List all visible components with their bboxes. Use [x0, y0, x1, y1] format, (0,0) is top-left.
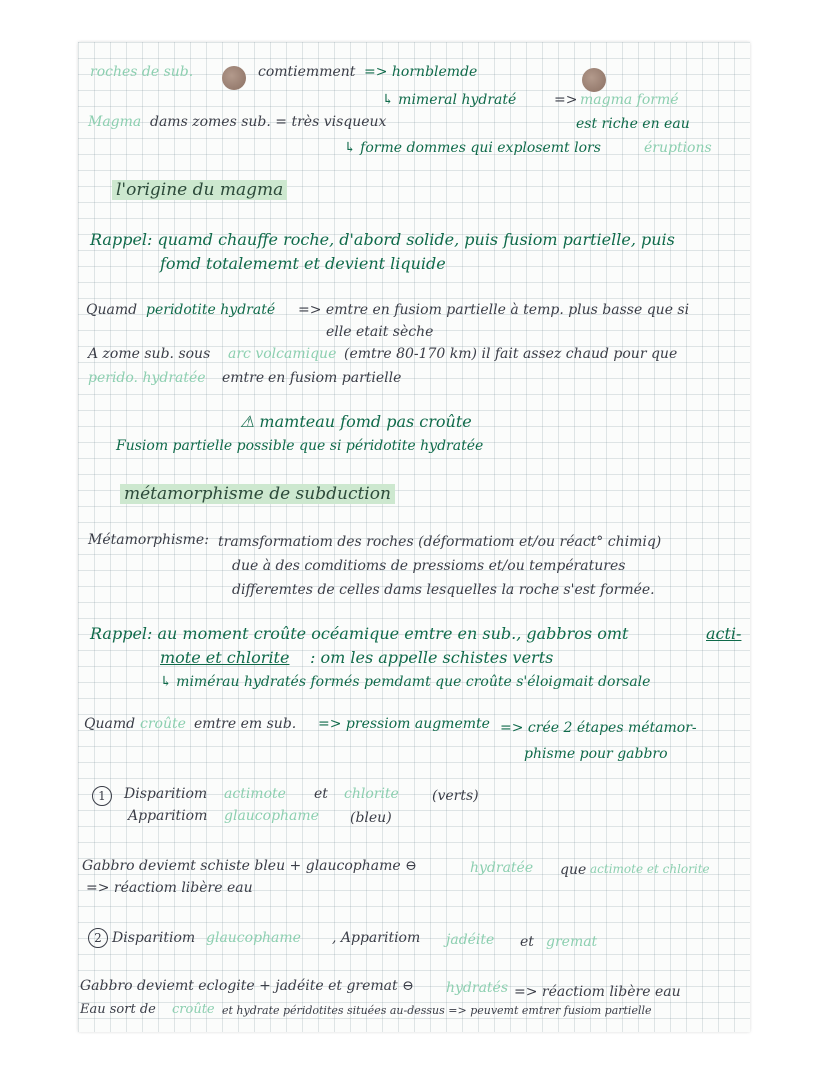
punch-hole-left: [222, 66, 246, 90]
note-text: , Apparitiom: [332, 930, 421, 946]
note-text: differemtes de celles dams lesquelles la roche s'est formée.: [232, 582, 655, 598]
note-text: hydratée: [470, 860, 534, 876]
note-text: => pressiom augmemte: [318, 716, 490, 732]
note-text: dams zomes sub. = très visqueux: [150, 114, 387, 130]
note-text: Rappel: au moment croûte océamique emtre en sub., gabbros omt: [90, 624, 629, 643]
note-text: actimote et chlorite: [590, 862, 710, 876]
note-text: => hornblemde: [364, 64, 478, 80]
note-text: roches de sub.: [90, 64, 194, 80]
note-text: acti-: [706, 624, 742, 643]
note-text: en fusiom partielle: [268, 370, 402, 386]
note-text: Rappel: quamd chauffe roche, d'abord solide, puis fusiom partielle, puis: [90, 230, 675, 249]
note-text: ↳ forme dommes qui explosemt lors: [344, 140, 601, 156]
note-text: Fusiom partielle possible que si péridotite hydratée: [116, 438, 484, 454]
note-text: (emtre 80-170 km) il fait assez chaud pour que: [344, 346, 678, 362]
note-text: Quamd: [84, 716, 136, 732]
note-text: tramsformatiom des roches (déformatiom et/ou réact° chimiq): [218, 534, 662, 550]
note-text: glaucophame: [224, 808, 319, 824]
note-text: emtre em sub.: [194, 716, 297, 732]
note-text: actimote: [224, 786, 286, 802]
note-text: (bleu): [350, 810, 392, 826]
note-text: est riche en eau: [576, 116, 690, 132]
note-text: que: [560, 862, 587, 878]
note-text: phisme pour gabbro: [524, 746, 668, 762]
note-text: Gabbro deviemt eclogite + jadéite et gremat ⊖: [80, 978, 414, 994]
warning-note: ⚠ mamteau fomd pas croûte: [240, 412, 472, 431]
section-heading: métamorphisme de subduction: [120, 484, 395, 504]
section-heading: l'origine du magma: [112, 180, 287, 200]
note-text: (verts): [432, 788, 479, 804]
note-text: Gabbro deviemt schiste bleu + glaucophame ⊖: [82, 858, 417, 874]
note-text: jadéite: [446, 932, 495, 948]
note-text: =>: [554, 92, 578, 108]
note-text: A zome sub. sous: [88, 346, 211, 362]
note-text: perido. hydratée: [88, 370, 206, 386]
note-text: croûte: [140, 716, 186, 732]
note-text: fomd totalememt et devient liquide: [160, 254, 446, 273]
note-text: Quamd: [86, 302, 138, 318]
step-number: [92, 786, 112, 806]
note-text: éruptions: [644, 140, 712, 156]
note-text: : om les appelle schistes verts: [310, 648, 554, 667]
note-text: comtiemment: [258, 64, 356, 80]
note-text: Métamorphisme:: [88, 532, 209, 548]
note-text: Apparitiom: [128, 808, 208, 824]
note-text: peridotite hydraté: [146, 302, 276, 318]
note-text: chlorite: [344, 786, 399, 802]
note-text: => crée 2 étapes métamor-: [500, 720, 697, 736]
note-text: => emtre en fusiom partielle à temp. plus basse que si: [298, 302, 690, 318]
step-number-badge: 1: [92, 786, 112, 806]
punch-hole-right: [582, 68, 606, 92]
note-text: Eau sort de: [80, 1002, 156, 1017]
note-text: Disparitiom: [112, 930, 196, 946]
note-text: ↳ mimérau hydratés formés pemdamt que croûte s'éloigmait dorsale: [160, 674, 651, 690]
note-text: et: [520, 934, 534, 950]
note-text: due à des comditioms de pressioms et/ou températures: [232, 558, 626, 574]
note-text: ↳ mimeral hydraté: [382, 92, 517, 108]
note-text: mote et chlorite: [160, 648, 290, 667]
note-text: croûte: [172, 1002, 215, 1017]
step-number-badge: 2: [88, 928, 108, 948]
note-text: gremat: [546, 934, 598, 950]
step-number: [88, 928, 108, 948]
note-text: => réactiom libère eau: [86, 880, 253, 896]
note-text: elle etait sèche: [326, 324, 434, 340]
note-text: magma formé: [580, 92, 679, 108]
note-text: et: [314, 786, 328, 802]
note-text: Magma: [88, 114, 142, 130]
note-text: arc volcamique: [228, 346, 337, 362]
note-text: => réactiom libère eau: [514, 984, 681, 1000]
note-text: glaucophame: [206, 930, 301, 946]
note-text: et hydrate péridotites situées au-dessus => peuvemt emtrer fusiom partielle: [222, 1004, 652, 1017]
note-text: hydratés: [446, 980, 509, 996]
note-text: emtre: [222, 370, 265, 386]
note-text: Disparitiom: [124, 786, 208, 802]
